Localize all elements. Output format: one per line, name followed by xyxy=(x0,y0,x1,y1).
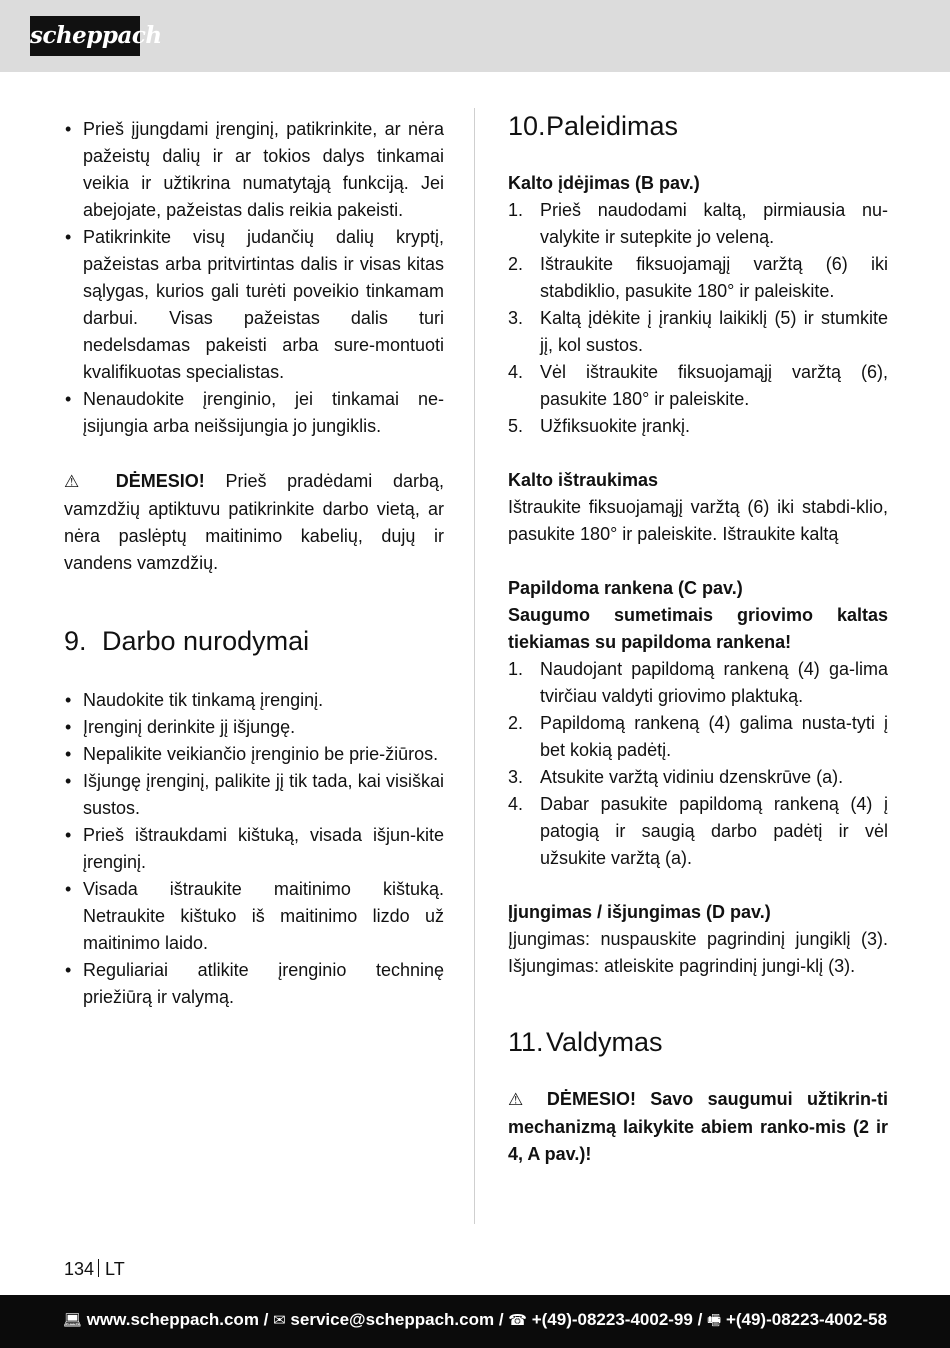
list-item: • Išjungę įrenginį, palikite jį tik tada, kai visiškai sustos. xyxy=(64,768,444,822)
warning-icon: ⚠ xyxy=(508,1090,533,1110)
fax-number: +(49)-08223-4002-58 xyxy=(725,1310,888,1329)
list-item: • Prieš ištraukdami kištuką, visada išjun-kite įrenginį. xyxy=(64,822,444,876)
fax-icon: 🖷︎ xyxy=(707,1311,722,1329)
warning-label: DĖMESIO! xyxy=(115,471,205,491)
right-column xyxy=(508,108,888,1168)
warning-text: Prieš pradėdami darbą, vamzdžių aptiktuvu patikrinkite darbo vietą, ar nėra paslėptų maitinimo kabelių, dujų ir vandens vamzdžių. xyxy=(64,471,444,573)
extra-handle-bold-note: Saugumo sumetimais griovimo kaltas tiekiamas su papildoma rankena! xyxy=(508,605,888,652)
section-title: Darbo nurodymai xyxy=(102,626,310,656)
section-title: Paleidimas xyxy=(546,111,679,141)
section-heading-9 xyxy=(64,623,444,659)
list-item: 4. Vėl ištraukite fiksuojamąjį varžtą (6), pasukite 180° ir paleiskite. xyxy=(508,362,888,409)
list-item: • Reguliariai atlikite įrenginio techninę priežiūrą ir valymą. xyxy=(64,957,444,1011)
operation-warning-text: DĖMESIO! Savo saugumui užtikrin-ti mechanizmą laikykite abiem ranko-mis (2 ir 4, A pav.)! xyxy=(508,1089,888,1164)
list-item: 3. Kaltą įdėkite į įrankių laikiklį (5) ir stumkite jį, kol sustos. xyxy=(508,308,888,355)
computer-icon: 💻︎ xyxy=(62,1311,82,1329)
chisel-remove-text: Ištraukite fiksuojamąjį varžtą (6) iki stabdi-klio, pasukite 180° ir paleiskite. Ištraukite kaltą xyxy=(508,497,888,544)
envelope-icon: ✉ xyxy=(273,1311,286,1329)
section-heading-10 xyxy=(508,108,888,144)
section-number: 10. xyxy=(508,111,546,141)
scheppach-logo: scheppach xyxy=(30,16,140,56)
footer-contact-bar xyxy=(0,1295,950,1348)
section-number: 9. xyxy=(64,626,87,656)
page-number-separator xyxy=(98,1259,99,1277)
left-column xyxy=(64,116,444,1011)
list-item: 2. Ištraukite fiksuojamąjį varžtą (6) iki stabdiklio, pasukite 180° ir paleiskite. xyxy=(508,254,888,301)
on-off-text: Įjungimas: nuspauskite pagrindinį jungiklį (3). Išjungimas: atleiskite pagrindinį jungi-klį (3). xyxy=(508,929,888,976)
section-title: Valdymas xyxy=(546,1027,663,1057)
footer-separator: / xyxy=(258,1310,274,1329)
extra-handle-steps xyxy=(508,656,888,872)
list-item: 3. Atsukite varžtą vidiniu dzenskrūve (a). xyxy=(508,767,844,787)
list-item: 4. Dabar pasukite papildomą rankeną (4) į patogią ir saugią darbo padėtį ir vėl užsukite varžtą (a). xyxy=(508,794,888,868)
subheading-extra-handle: Papildoma rankena (C pav.) xyxy=(508,578,743,598)
page-number-value: 134 xyxy=(64,1259,95,1279)
subheading-on-off: Įjungimas / išjungimas (D pav.) xyxy=(508,902,771,922)
warning-icon: ⚠ xyxy=(64,472,95,492)
list-item: 2. Papildomą rankeną (4) galima nusta-tyti į bet kokią padėtį. xyxy=(508,713,888,760)
website-link[interactable]: www.scheppach.com xyxy=(86,1310,259,1329)
page-header xyxy=(0,0,950,72)
language-code: LT xyxy=(105,1259,125,1279)
warning-notice xyxy=(64,468,444,577)
safety-bullet-list xyxy=(64,116,444,440)
page-number xyxy=(64,1256,125,1282)
section-heading-11 xyxy=(508,1024,888,1060)
operation-warning xyxy=(508,1086,888,1168)
subheading-chisel-insert: Kalto įdėjimas (B pav.) xyxy=(508,173,700,193)
work-instructions-list xyxy=(64,687,444,1011)
list-item: • Įrenginį derinkite jį išjungę. xyxy=(64,714,444,741)
list-item: 5. Užfiksuokite įrankį. xyxy=(508,416,691,436)
telephone-icon: ☎ xyxy=(508,1311,527,1329)
subheading-chisel-remove: Kalto ištraukimas xyxy=(508,470,659,490)
chisel-insert-steps xyxy=(508,197,888,440)
list-item: • Nepalikite veikiančio įrenginio be prie-žiūros. xyxy=(64,741,444,768)
list-item: • Nenaudokite įrenginio, jei tinkamai ne-įsijungia arba neišsijungia jo jungiklis. xyxy=(64,386,444,440)
list-item: • Visada ištraukite maitinimo kištuką. Netraukite kištuko iš maitinimo lizdo už maitinimo laido. xyxy=(64,876,444,957)
list-item: • Naudokite tik tinkamą įrenginį. xyxy=(64,687,444,714)
list-item: 1. Naudojant papildomą rankeną (4) ga-lima tvirčiau valdyti griovimo plaktuką. xyxy=(508,659,888,706)
list-item: 1. Prieš naudodami kaltą, pirmiausia nu-valykite ir sutepkite jo veleną. xyxy=(508,200,888,247)
phone-number: +(49)-08223-4002-99 xyxy=(531,1310,693,1329)
section-number: 11. xyxy=(508,1027,544,1057)
list-item: • Patikrinkite visų judančių dalių kryptį, pažeistas arba pritvirtintas dalis ir visas kitas sąlygas, kurios gali turėti poveikio tinkamam darbui. Visas pažeistas dalis turi nedelsdamas pakeisti arba sure-montuoti kvalifikuotas specialistas. xyxy=(64,224,444,386)
list-item: • Prieš įjungdami įrenginį, patikrinkite, ar nėra pažeistų dalių ir ar tokios dalys tinkamai veikia ir užtikrina numatytąją funkciją. Jei abejojate, pažeistas dalis reikia pakeisti. xyxy=(64,116,444,224)
footer-separator: / xyxy=(692,1310,708,1329)
footer-separator: / xyxy=(494,1310,509,1329)
column-divider xyxy=(474,108,475,1224)
email-link[interactable]: service@scheppach.com xyxy=(290,1310,495,1329)
